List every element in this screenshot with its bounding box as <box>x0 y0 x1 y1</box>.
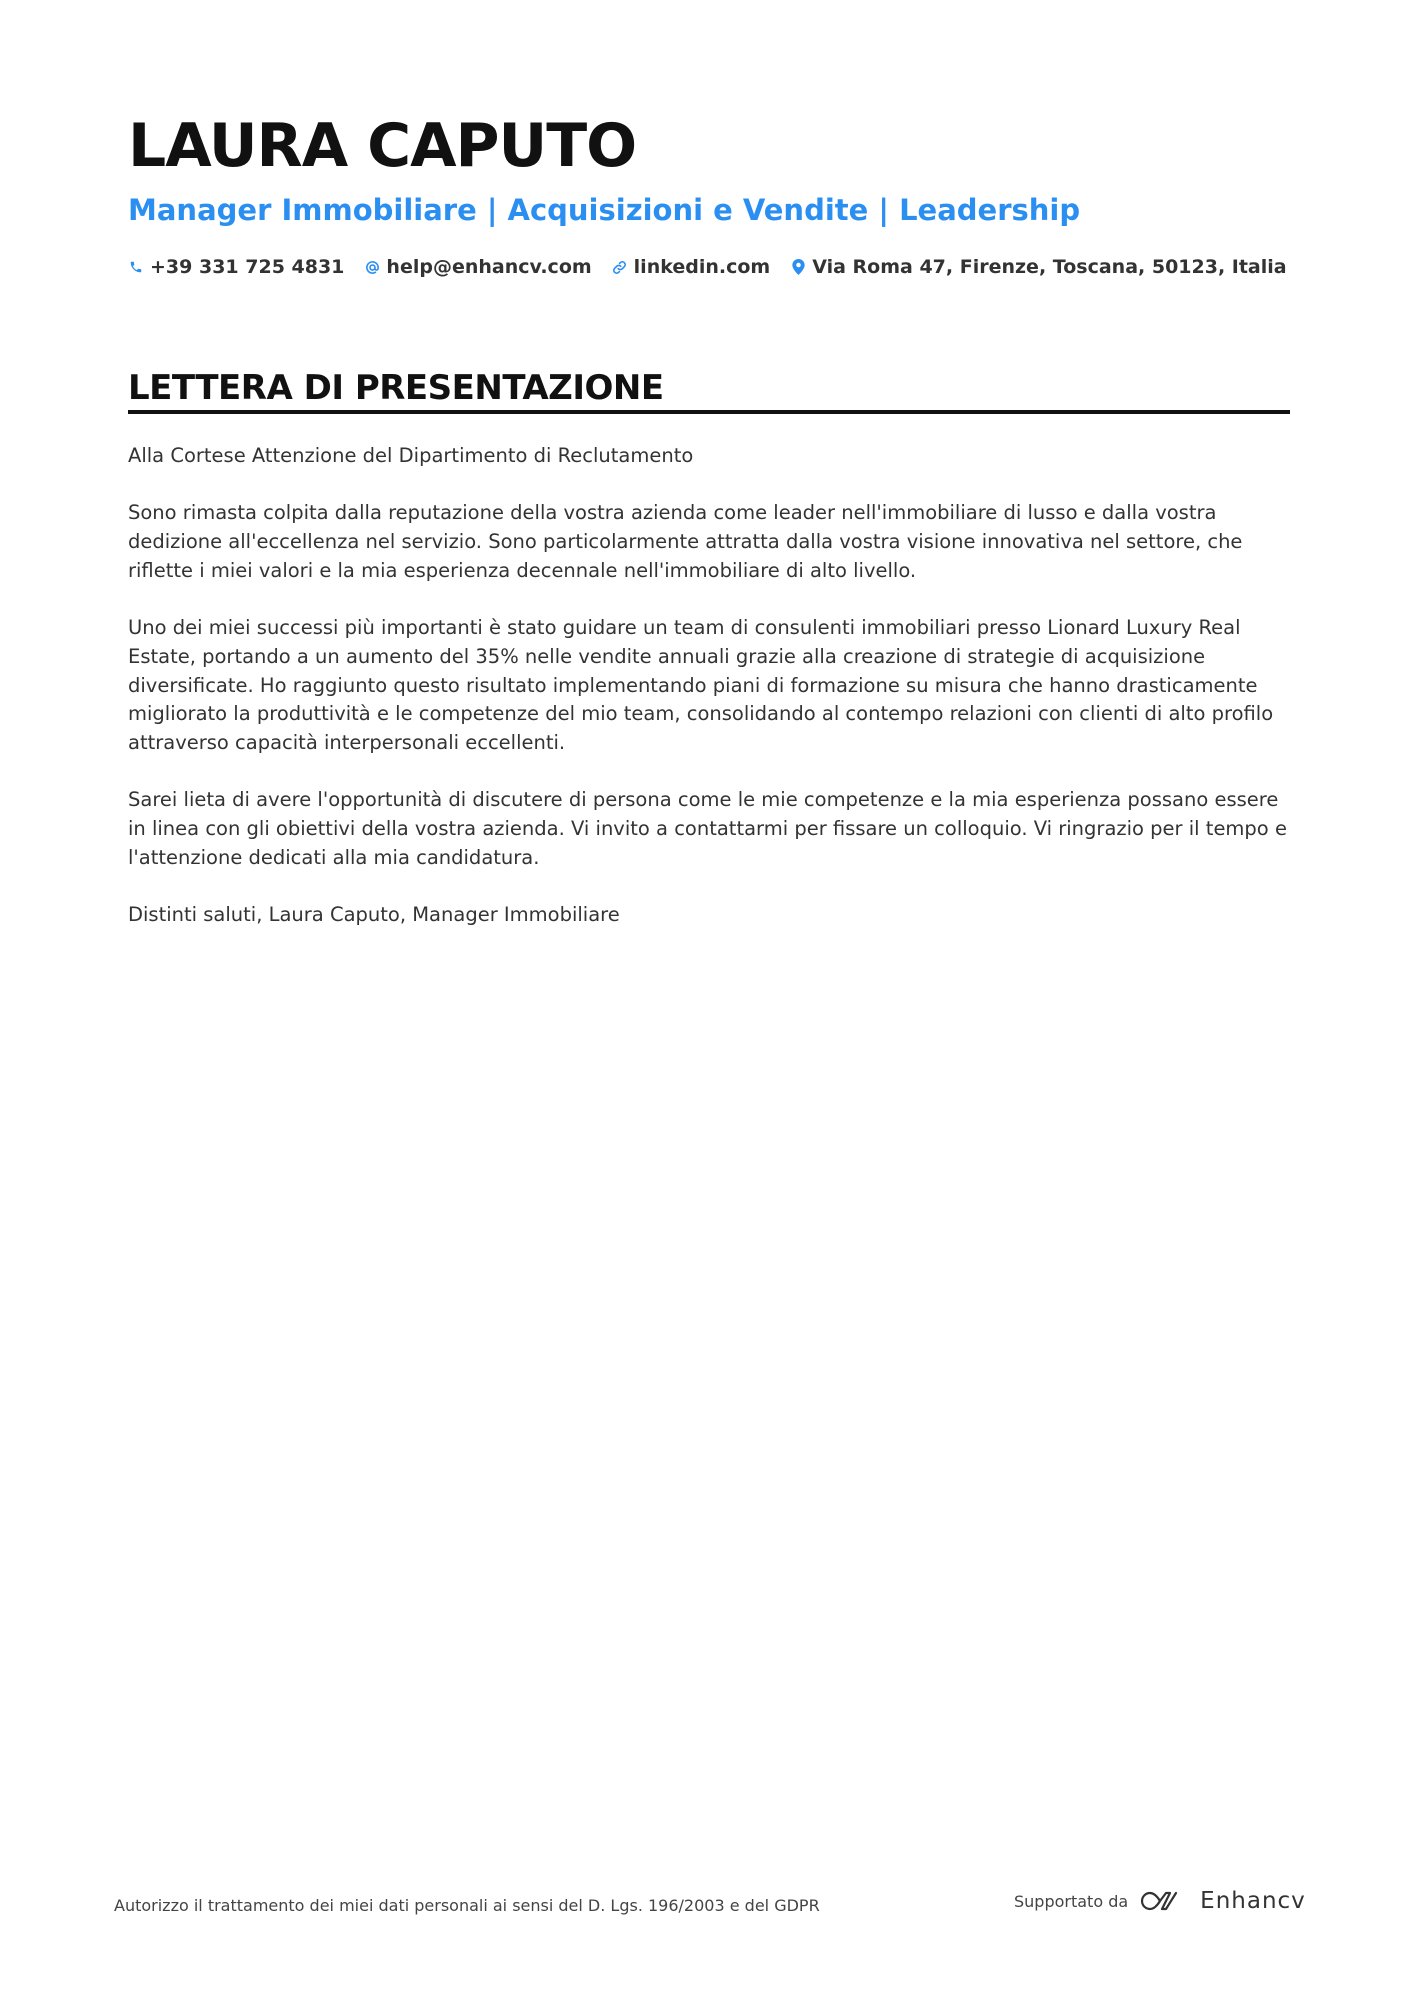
letter-paragraph-3: Sarei lieta di avere l'opportunità di discutere di persona come le mie competenze e la mia esperienza possano essere in linea con gli obiettivi della vostra azienda. Vi invito a contattarmi per fissare un colloquio. Vi ringrazio per il tempo e l'attenzione dedicati alla mia candidatura. <box>128 788 1287 869</box>
powered-by-label: Supportato da <box>1014 1891 1129 1911</box>
section-title: LETTERA DI PRESENTAZIONE <box>128 368 664 408</box>
contact-email-text: help@enhancv.com <box>386 256 592 278</box>
letter-body <box>128 442 1290 959</box>
section-divider <box>128 410 1290 414</box>
contact-address-text: Via Roma 47, Firenze, Toscana, 50123, Italia <box>812 256 1287 278</box>
candidate-headline: Manager Immobiliare | Acquisizioni e Vendite | Leadership <box>128 193 1081 227</box>
letter-paragraph-1: Sono rimasta colpita dalla reputazione della vostra azienda come leader nell'immobiliare di lusso e dalla vostra dedizione all'eccellenza nel servizio. Sono particolarmente attratta dalla vostra visione innovativa nel settore, che riflette i miei valori e la mia esperienza decennale nell'immobiliare di alto livello. <box>128 501 1243 582</box>
letter-salutation: Alla Cortese Attenzione del Dipartimento di Reclutamento <box>128 444 694 467</box>
contact-linkedin <box>612 253 771 281</box>
location-pin-icon <box>790 258 806 276</box>
contact-phone <box>128 253 344 281</box>
at-icon <box>364 258 380 276</box>
privacy-consent: Autorizzo il trattamento dei miei dati personali ai sensi del D. Lgs. 196/2003 e del GDPR <box>114 1896 820 1915</box>
candidate-name: LAURA CAPUTO <box>128 111 637 181</box>
contact-phone-text: +39 331 725 4831 <box>150 256 345 278</box>
letter-paragraph-2: Uno dei miei successi più importanti è stato guidare un team di consulenti immobiliari presso Lionard Luxury Real Estate, portando a un aumento del 35% nelle vendite annuali grazie alla creazione di strategie di acquisizione diversificate. Ho raggiunto questo risultato implementando piani di formazione su misura che hanno drasticamente migliorato la produttività e le competenze del mio team, consolidando al contempo relazioni con clienti di alto profilo attraverso capacità interpersonali eccellenti. <box>128 616 1274 754</box>
enhancv-logo-icon <box>1140 1889 1186 1913</box>
brand-name: Enhancv <box>1200 1888 1306 1914</box>
contact-address <box>790 253 1286 281</box>
link-icon <box>612 258 628 276</box>
contact-linkedin-text: linkedin.com <box>633 256 771 278</box>
contact-email <box>364 253 591 281</box>
letter-closing: Distinti saluti, Laura Caputo, Manager Immobiliare <box>128 903 620 927</box>
powered-by[interactable] <box>1014 1888 1306 1914</box>
contact-bar <box>128 253 1307 281</box>
phone-icon <box>128 258 144 276</box>
